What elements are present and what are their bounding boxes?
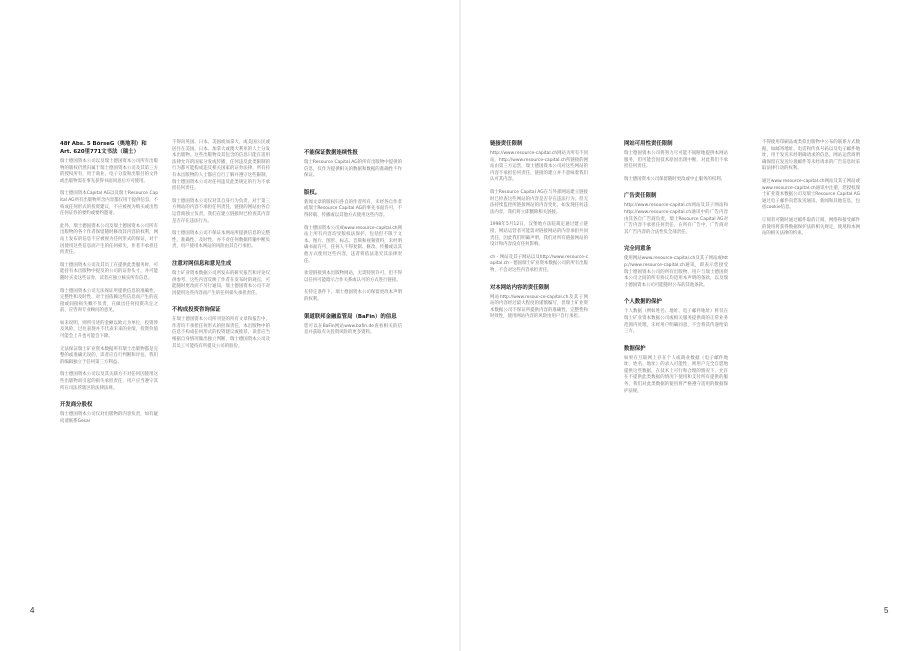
section-heading: 广告责任限制 xyxy=(624,193,657,200)
section xyxy=(304,149,402,180)
body-paragraph: 瑞士矿业资本数据公司所发布的研究报告和评论仅供参考，这些内容反映了作者在发布时的观点，可能随时更改而不另行通知，瑞士德国资本公司不对因使用这些内容而产生的任何损失承担责任。 xyxy=(172,270,270,296)
body-paragraph: 网站http://www.resour-ce-capital.ch及其子网站的内容经过最大程度的谨慎编写，但瑞士矿业资本数据公司不保证所提供内容的准确性、完整性和时效性，使用网站内容的风险由用户自行承担。 xyxy=(490,294,588,320)
section xyxy=(60,401,158,425)
body-paragraph: 瑞士德国资本公司以及其关联方不对任何因使用这些出版物而引起的损失承担责任，用户应当遵守其所在司法管辖区的法律法规。 xyxy=(60,372,158,391)
section xyxy=(762,140,860,238)
section xyxy=(624,298,728,335)
section xyxy=(490,284,588,321)
body-paragraph: 瑞士Resource Capital AG在与外部网站建立链接时已检查这些网站的内容是否存在违法行为，但无法持续监控所链接网站的内容变化，如发现任何违法内容，我们将立即删除相关链接。 xyxy=(490,189,588,215)
section xyxy=(172,306,270,350)
section-heading: 渠道联邦金融监管局（BaFin）的信息 xyxy=(304,313,397,320)
body-paragraph: 使用网站www.resource-capital.ch及其子网站或http://www.resource-capital.ch通讯，即表示您接受瑞士德国资本公司的所有出版物，用户与瑞士德国资本公司之间的所有协议均适用本声明的条款，以及瑞士德国资本公司可能随时公布的其他条款。 xyxy=(624,256,728,288)
right-page-column-2 xyxy=(624,140,728,404)
body-paragraph: 欢迎链接到本出版物网站，无需特别许可，但不得以任何可能暗示合作关系或认可的方式进行链接。 xyxy=(304,271,402,283)
body-paragraph: 瑞士德国资本公司不保证本网站所提供信息的完整性、准确性、及时性，亦不对任何数据传输中断负责，用户使用本网站的风险由其自行承担。 xyxy=(172,231,270,250)
body-paragraph: 瑞士德国资本Capital AG以及瑞士Resource Capital AG所有出版物所含内容都仅用于提供信息，不构成任何形式的投资建议，不应被视为购买或出售任何证券的要约或要约邀请。 xyxy=(60,191,158,217)
body-paragraph: 在特定条件下，瑞士德国资本公司保留更改本声明的权利。 xyxy=(304,290,402,302)
body-paragraph: 新闻文章的版权归各自的作者所有，未经各自作者或瑞士Resource Capital AG的事先书面许可，不得转载、传播或以其他方式使用这些内容。 xyxy=(304,199,402,218)
body-paragraph: 在瑞士德国资本公司所刊登的所有文章和报告中，作者均不承担任何形式的担保责任，本出版物中的信息不构成任何形式的投资建议或推荐，读者应当根据自身情况做出独立判断，瑞士德国资本公司及其员工可能持有所提及公司的股份。 xyxy=(172,317,270,349)
body-paragraph: 订阅者可随时通过邮件取消订阅，网络和接受邮件的使用将获得数据保护法的相关规定，使用和本网站的相关法律的约束。 xyxy=(762,217,860,237)
page-number-right: 5 xyxy=(884,606,889,615)
body-paragraph: ch - 网站及其子网站以及http://www.resource-capital.ch - 德国瑞士矿业资本数据公司的所有出版物，不会对这些内容承担责任。 xyxy=(490,254,588,273)
body-paragraph: 瑞士德国资本公司仅对出版物的内容负责，如有疑问请联系Gesar xyxy=(60,412,158,424)
section xyxy=(490,140,588,275)
body-paragraph: 不得向英国、日本、美国或加拿大，或美国公民或居住在美国、日本、加拿大或澳大利亚的人士分发本出版物。这些出版物及其包含的信息只能在适用法律允许的国家分发或传播，任何违反此类限制的行为都可能构成违反相关国家的证券法律，所有持有本出版物的人士都应自行了解并遵守这些限制，瑞士德国资本公司对任何违反此类规定的行为不承担任何责任。 xyxy=(172,140,270,192)
section-heading: 对本网站内容的责任限制 xyxy=(490,284,550,291)
body-paragraph: 瑞士德国资本公司将努力尽可能不间断地提供本网站服务，但可能会因技术原因出现中断，对此我们不承担任何责任。 xyxy=(624,151,728,170)
body-paragraph: 通过www.resource-capital.ch网站及其子网站或www.resource-capital.ch通讯中注册，您授权瑞士矿业资本数据公司及瑞士Resource Capital AG通过电子邮件向您发送通讯、新闻和其他信息，包括cookie信息。 xyxy=(762,178,860,211)
body-paragraph: 您可以在BaFin网站www.bafin.de查看相关的信息并获取有关投资风险的更多资料。 xyxy=(304,323,402,336)
section xyxy=(172,140,270,251)
body-paragraph: 个人数据（例如姓名、地址、电子邮件地址）将仅在瑞士矿业资本数据公司或相关服务提供商的正常业务范围内处理，未经用户明确同意，不会将其传递给第三方。 xyxy=(624,309,728,335)
body-paragraph: 瑞士德国资本公司仅对其自身行为负责，对于第三方网站的内容不承担任何责任，链接的网站由各自运营商独立负责，我们在建立链接时已检查其内容是否存在违法行为。 xyxy=(172,198,270,224)
body-paragraph: 1998年5月12日，汉堡地方法院裁定通过建立链接，网站运营者可能需对链接网站的内容承担共同责任，因此我们明确声明，我们对所有链接网站的设计和内容没有任何影响。 xyxy=(490,222,588,248)
section-heading: 数据保护 xyxy=(624,345,646,352)
body-paragraph: 瑞士德国资本公司及其员工在提供此类服务时，可能持有本出版物中提及的公司的证券头寸，并可能随时买卖这些证券，读者应独立核实所有信息。 xyxy=(60,262,158,281)
body-paragraph: http://www.resource-capital.ch网站及其子网站和http://www.resource-capital.ch通讯中的广告内容由其各自广告商负责，瑞士Resource Capital AG对广告内容不承担任何责任，在所有广告中，广告商对其广告内容的合法性负全部责任。 xyxy=(624,203,728,235)
section-heading: 完全同意条 xyxy=(624,246,651,253)
section-heading: 注意对网信息和意见生成 xyxy=(172,260,232,267)
left-page-column-1 xyxy=(60,140,158,434)
section-heading: 48f Abs. 5 BörseG（奥地利）和Art. 620里771文书法（瑞士） xyxy=(60,141,147,155)
section xyxy=(304,313,402,337)
right-page-column-3 xyxy=(762,140,860,247)
body-paragraph: 瑞士德国资本公司无法保证所提供信息的准确性、完整性和及时性，对于因依赖这些信息而产生的直接或间接损失概不负责，在做出任何投资决定之前，应咨询专业顾问的意见。 xyxy=(60,288,158,314)
body-paragraph: 瑞士德国资本公司或www.resource-capital.ch网站上所有内容均受版权法保护，包括但不限于文本、图片、图形、标志、音频和视频资料，未经明确书面许可，任何人不得复制、修改、传播或以其他方式使用这些内容，违者将依法追究其法律责任。 xyxy=(304,225,402,264)
section xyxy=(304,189,402,304)
body-paragraph: 瑞士德国资本公司保留随时更改或中止服务的权利。 xyxy=(624,176,725,182)
right-page-column-1 xyxy=(490,140,588,330)
page-number-left: 4 xyxy=(30,606,35,615)
section xyxy=(624,140,728,183)
section-heading: 链接责任限制 xyxy=(490,141,523,147)
section-heading: 不构成投资咨询保证 xyxy=(172,307,221,314)
section xyxy=(624,192,728,236)
left-page-column-3 xyxy=(304,140,402,346)
section xyxy=(624,245,728,289)
body-paragraph: 不得使用印刷品或类似出版物中公布的联系方式数据，如邮寄地址、电话和传真号码以及电子邮件地址，用于发送未经明确请求的信息，网站运营商明确保留在发送垃圾邮件等未经请求的广告信息时采取法律行动的权利。 xyxy=(762,140,860,172)
body-paragraph: 瑞士德国资本公司以及瑞士德国资本公司所有出版物的版权仍然归属于瑞士德国资本公司及其第三方的授权所有，用于商业、电子分发和出版目的文件或出版物需在事先获得书面同意后方可使用。 xyxy=(60,159,158,184)
section xyxy=(624,345,728,396)
section-heading: 不能保证数据连续性报 xyxy=(304,150,358,156)
section xyxy=(60,140,158,392)
section xyxy=(172,260,270,297)
section-heading: 版权。 xyxy=(304,189,321,196)
section-heading: 个人数据的保护 xyxy=(624,299,662,306)
body-paragraph: http://www.resource-capital.ch网站为所有不同站，http://www.resource-capital.ch所链接的网站由第三方运营，瑞士德国资本公司对这些网站的内容不承担任何责任，链接的建立并不意味着我们认可其内容。 xyxy=(490,151,588,183)
body-paragraph: 如果在互联网上存在个人或商业数据（电子邮件地址、姓名、地址）的录入可能性，则用户完全自愿地提供这些数据，在技术上可行和合理的情况下，允许在不提供此类数据的情况下使用和支付所有提供的服务，我们对此类数据的使用将严格遵守适用的数据保护法规。 xyxy=(624,355,728,394)
section-heading: 开发商分股权 xyxy=(60,402,93,409)
section-heading: 网站可用性责任限制 xyxy=(624,141,673,147)
body-paragraph: 如未说明，则所引述的金额以欧元为单位，投资涉及风险，过往表现并不代表未来的业绩，投资价值可能会上升也可能会下降。 xyxy=(60,320,158,340)
body-paragraph: 无法保证瑞士矿业资本数据所有瑞士出版物都是完整的或准确无误的，读者应自行判断和评估，我们的编辑独立于任何第三方利益。 xyxy=(60,346,158,365)
page-fold xyxy=(459,0,461,651)
body-paragraph: 此外，瑞士德国资本公司及瑞士德国资本公司所有出版物的各个作者保留随时修改其内容的权利，网站上发布的信息不应被视为任何形式的保证，对于因使用这些信息而产生的任何损失，作者不承担任何责任。 xyxy=(60,223,158,256)
body-paragraph: 瑞士Resource Capital AG的所有出版物中提供的信息，仅作为提供相关的数据和数据的准确性不作保证。 xyxy=(304,160,402,179)
left-page-column-2 xyxy=(172,140,270,359)
